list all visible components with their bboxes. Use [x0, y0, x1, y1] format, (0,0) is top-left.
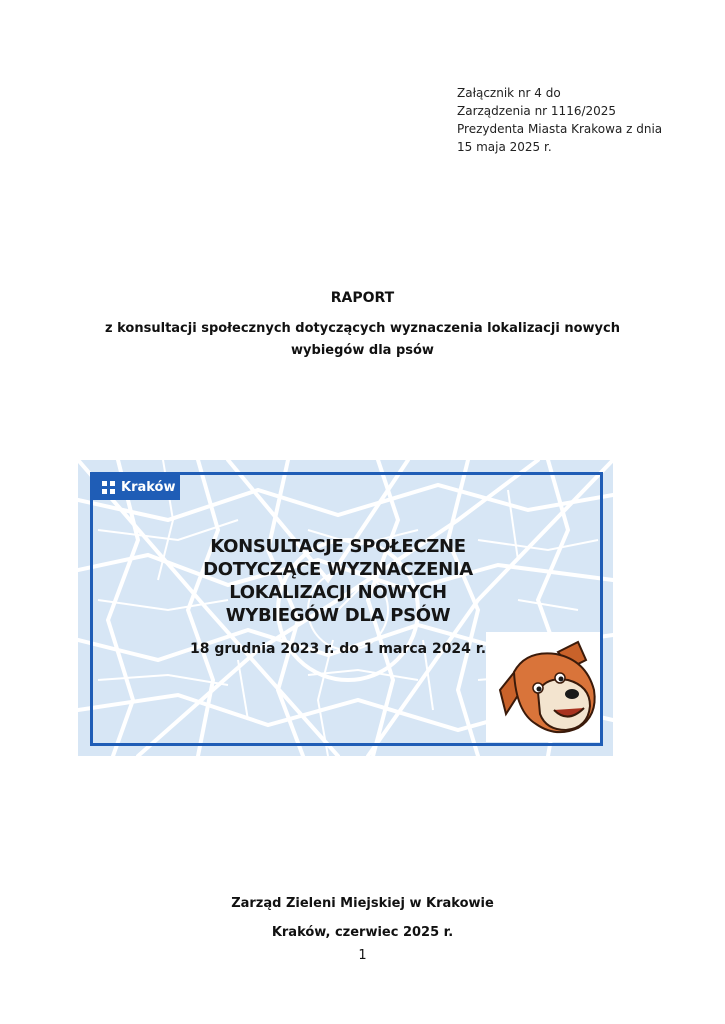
headline-line: DOTYCZĄCE WYZNACZENIA — [203, 559, 473, 580]
report-subtitle: z konsultacji społecznych dotyczących wyznaczenia lokalizacji nowych wybiegów dla psów — [105, 321, 620, 358]
krakow-logo-icon — [102, 481, 115, 494]
logo-text: Kraków — [121, 480, 176, 495]
annex-note — [457, 84, 707, 156]
consultation-banner — [78, 460, 613, 756]
page-number: 1 — [358, 948, 367, 963]
report-title: RAPORT — [330, 290, 395, 306]
annex-line: Załącznik nr 4 do — [457, 86, 561, 100]
annex-line: Zarządzenia nr 1116/2025 — [457, 104, 617, 118]
annex-line: 15 maja 2025 r. — [457, 140, 552, 154]
annex-line: Prezydenta Miasta Krakowa z dnia — [457, 122, 663, 136]
headline-line: LOKALIZACJI NOWYCH — [229, 582, 447, 603]
organization-name: Zarząd Zieleni Miejskiej w Krakowie — [231, 896, 494, 911]
krakow-logo — [93, 475, 180, 500]
dog-mascot-icon — [486, 632, 600, 742]
headline-line: KONSULTACJE SPOŁECZNE — [210, 536, 466, 557]
dog-mascot-panel — [486, 632, 600, 742]
banner-dates: 18 grudnia 2023 r. do 1 marca 2024 r. — [189, 641, 487, 657]
headline-line: WYBIEGÓW DLA PSÓW — [225, 605, 451, 626]
place-and-date: Kraków, czerwiec 2025 r. — [271, 925, 454, 940]
banner-headline — [178, 535, 498, 627]
